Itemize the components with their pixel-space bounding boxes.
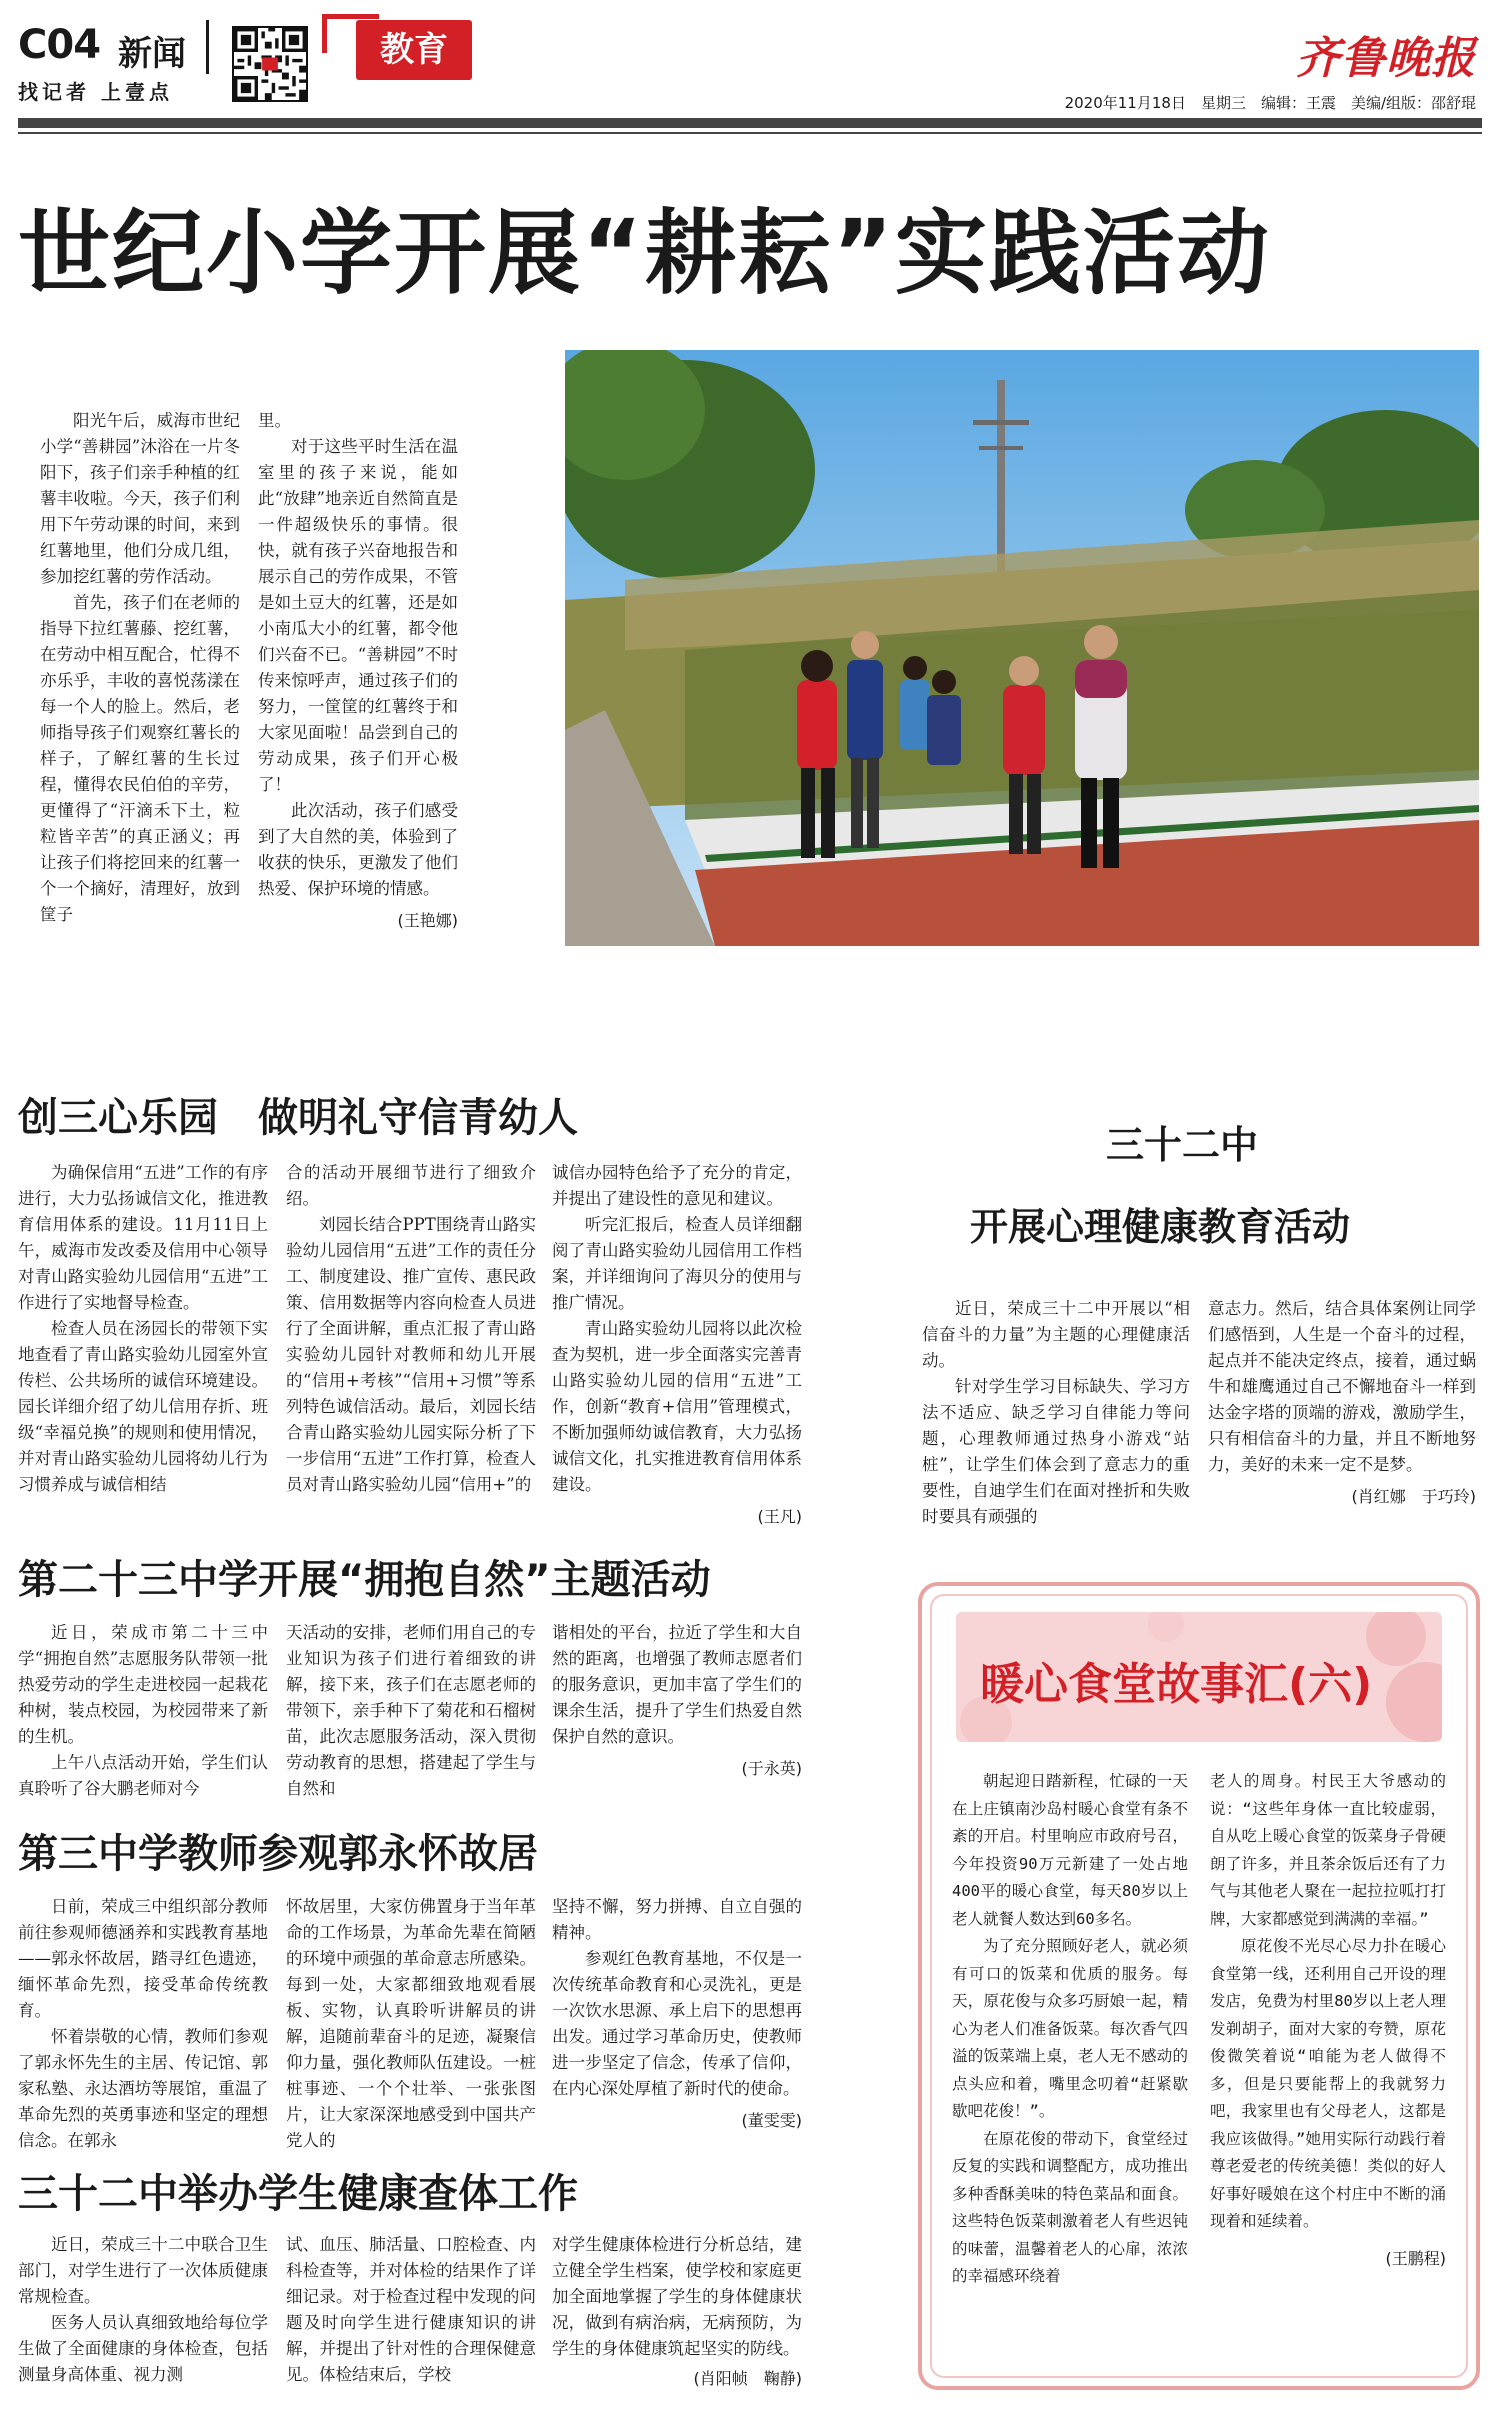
paragraph: 近日，荣成三十二中联合卫生部门，对学生进行了一次体质健康常规检查。: [18, 2235, 268, 2306]
paragraph: 在原花俊的带动下，食堂经过反复的实践和调整配方，成功推出多种香酥美味的特色菜品和面食。这些特色饭菜刺激着老人有些迟钝的味蕾，温馨着老人的心扉，浓浓的幸福感环绕着: [952, 2129, 1188, 2285]
main-article-col2: [258, 408, 458, 931]
paragraph: 首先，孩子们在老师的指导下拉红薯藤、挖红薯，在劳动中相互配合，忙得不亦乐乎，丰收的喜悦荡漾在每一个人的脸上。然后，老师指导孩子们观察红薯长的样子，了解红薯的生长过程，懂得农民伯伯的辛劳，更懂得了“汗滴禾下土，粒粒皆辛苦”的真正涵义；再让孩子们将挖回来的红薯一个一个摘好，清理好，放到筐子: [40, 593, 240, 924]
photo-students-in-field: [565, 350, 1479, 946]
masthead-divider: [206, 20, 209, 74]
section-tag: 教育: [356, 20, 472, 80]
paragraph: 怀着崇敬的心情，教师们参观了郭永怀先生的主居、传记馆、郭家私塾、永达酒坊等展馆，重温了革命先烈的英勇事迹和坚定的理想信念。在郭永: [18, 2027, 268, 2150]
paragraph: 对于这些平时生活在温室里的孩子来说，能如此“放肆”地亲近自然简直是一件超级快乐的事情。很快，就有孩子兴奋地报告和展示自己的劳作成果，不管是如土豆大的红薯，还是如小南瓜大小的红薯，都令他们兴奋不已。“善耕园”不时传来惊呼声，通过孩子们的努力，一筐筐的红薯终于和大家见面啦！品尝到自己的劳动成果，孩子们开心极了！: [258, 437, 458, 794]
article-photo: [565, 350, 1479, 946]
kindergarten-col2: [286, 1160, 536, 1498]
feature-banner-title: 暖心食堂故事汇(六): [980, 1659, 1373, 1710]
paragraph: 朝起迎日踏新程，忙碌的一天在上庄镇南沙岛村暖心食堂有条不紊的开启。村里响应市政府号召，今年投资90万元新建了一处占地400平的暖心食堂，每天80岁以上老人就餐人数达到60多名。: [952, 1772, 1188, 1928]
page-number: C04: [18, 22, 101, 68]
health-headline: 三十二中举办学生健康查体工作: [18, 2171, 578, 2217]
paragraph: 参观红色教育基地，不仅是一次传统革命教育和心灵洗礼，更是一次饮水思源、承上启下的思想再出发。通过学习革命历史，使教师进一步坚定了信念，传承了信仰，在内心深处厚植了新时代的使命。: [552, 1949, 802, 2098]
paragraph: 青山路实验幼儿园将以此次检查为契机，进一步全面落实完善青山路实验幼儿园的信用“五进”工作，创新“教育+信用”管理模式，不断加强师幼诚信教育，大力弘扬诚信文化，扎实推进教育信用体系建设。: [552, 1319, 802, 1494]
newspaper-logo: 齐鲁晚报: [1296, 33, 1476, 84]
kindergarten-col3: [552, 1160, 802, 1527]
health-col2: [286, 2232, 536, 2388]
nature-col3: [552, 1620, 802, 1779]
paragraph: 原花俊不光尽心尽力扑在暖心食堂第一线，还利用自己开设的理发店，免费为村里80岁以上老人理发剃胡子，面对大家的夸赞，原花俊微笑着说“咱能为老人做得不多，但是只要能帮上的我就努力吧，我家里也有父母老人，这都是我应该做得。”她用实际行动践行着尊老爱老的传统美德！类似的好人好事好暖娘在这个村庄中不断的涌现着和延续着。: [1210, 1937, 1446, 2230]
byline: (肖阳帧 鞠静): [693, 2369, 802, 2388]
paragraph: 里。: [258, 411, 291, 430]
feature-col1: [952, 1768, 1188, 2291]
paragraph: 诚信办园特色给予了充分的肯定，并提出了建设性的意见和建议。: [552, 1163, 802, 1208]
paragraph: 听完汇报后，检查人员详细翻阅了青山路实验幼儿园信用工作档案，并详细询问了海贝分的使用与推广情况。: [552, 1215, 802, 1312]
psych-col2: [1208, 1296, 1476, 1507]
byline: (王鹏程): [1385, 2248, 1446, 2268]
byline: (王凡): [757, 1507, 802, 1526]
main-article-col1: [40, 408, 240, 928]
slogan: 找记者 上壹点: [18, 80, 173, 104]
paragraph: 上午八点活动开始，学生们认真聆听了谷大鹏老师对今: [18, 1753, 268, 1798]
main-headline: 世纪小学开展“耕耘”实践活动: [18, 200, 1271, 307]
nature-col1: [18, 1620, 268, 1802]
paragraph: 近日，荣成市第二十三中学“拥抱自然”志愿服务队带领一批热爱劳动的学生走进校园一起栽花种树，装点校园，为校园带来了新的生机。: [18, 1623, 268, 1746]
byline: (肖红娜 于巧玲): [1351, 1487, 1476, 1506]
kindergarten-col1: [18, 1160, 268, 1498]
issue-info: 2020年11月18日 星期三 编辑：王震 美编/组版：邵舒琨: [1064, 94, 1476, 112]
header-rule: [18, 118, 1482, 128]
paragraph: 日前，荣成三中组织部分教师前往参观师德涵养和实践教育基地——郭永怀故居，踏寻红色遗迹，缅怀革命先烈，接受革命传统教育。: [18, 1897, 268, 2020]
qr-code[interactable]: [232, 26, 308, 102]
visit-col1: [18, 1894, 268, 2154]
paragraph: 老人的周身。村民王大爷感动的说：“这些年身体一直比较虚弱，自从吃上暖心食堂的饭菜身子骨硬朗了许多，并且茶余饭后还有了力气与其他老人聚在一起拉拉呱打打牌，大家都感觉到满满的幸福。”: [1210, 1772, 1446, 1928]
paragraph: 医务人员认真细致地给每位学生做了全面健康的身体检查，包括测量身高体重、视力测: [18, 2313, 268, 2384]
psych-headline-2: 开展心理健康教育活动: [970, 1205, 1351, 1249]
paragraph: 坚持不懈，努力拼搏、自立自强的精神。: [552, 1897, 802, 1942]
paragraph: 阳光午后，威海市世纪小学“善耕园”沐浴在一片冬阳下，孩子们亲手种植的红薯丰收啦。今天，孩子们利用下午劳动课的时间，来到红薯地里，他们分成几组，参加挖红薯的劳作活动。: [40, 411, 240, 586]
nature-headline: 第二十三中学开展“拥抱自然”主题活动: [18, 1557, 711, 1603]
byline: (于永英): [741, 1759, 802, 1778]
qr-code-icon: [234, 28, 306, 100]
paragraph: 针对学生学习目标缺失、学习方法不适应、缺乏学习自律能力等问题，心理教师通过热身小游戏“站桩”，让学生们体会到了意志力的重要性，自迪学生们在面对挫折和失败时要具有顽强的: [922, 1377, 1190, 1526]
health-col3: [552, 2232, 802, 2389]
feature-banner: [956, 1612, 1442, 1742]
paragraph: 怀故居里，大家仿佛置身于当年革命的工作场景，为革命先辈在简陋的环境中顽强的革命意志所感染。每到一处，大家都细致地观看展板、实物，认真聆听讲解员的讲解，追随前辈奋斗的足迹，凝聚信仰力量，强化教师队伍建设。一桩桩事迹、一个个壮举、一张张图片，让大家深深地感受到中国共产党人的: [286, 1897, 536, 2150]
visit-headline: 第三中学教师参观郭永怀故居: [18, 1831, 538, 1877]
header-rule-thin: [18, 132, 1482, 134]
paragraph: 天活动的安排，老师们用自己的专业知识为孩子们进行着细致的讲解，接下来，孩子们在志愿老师的带领下，亲手种下了菊花和石榴树苗，此次志愿服务活动，深入贯彻劳动教育的思想，搭建起了学生与自然和: [286, 1623, 536, 1798]
paragraph: 合的活动开展细节进行了细致介绍。: [286, 1163, 536, 1208]
nature-col2: [286, 1620, 536, 1802]
byline: (王艳娜): [397, 911, 458, 930]
paragraph: 此次活动，孩子们感受到了大自然的美，体验到了收获的快乐，更激发了他们热爱、保护环境的情感。: [258, 801, 458, 898]
paragraph: 近日，荣成三十二中开展以“相信奋斗的力量”为主题的心理健康活动。: [922, 1299, 1190, 1370]
section-name: 新闻: [118, 34, 186, 74]
paragraph: 意志力。然后，结合具体案例让同学们感悟到，人生是一个奋斗的过程，起点并不能决定终点，接着，通过蜗牛和雄鹰通过自己不懈地奋斗一样到达金字塔的顶端的游戏，激励学生，只有相信奋斗的力量，并且不断地努力，美好的未来一定不是梦。: [1208, 1299, 1476, 1474]
paragraph: 为了充分照顾好老人，就必须有可口的饭菜和优质的服务。每天，原花俊与众多巧厨娘一起，精心为老人们准备饭菜。每次香气四溢的饭菜端上桌，老人无不感动的点头应和着，嘴里念叨着“赶紧歇歇吧花俊！”。: [952, 1937, 1188, 2120]
health-col1: [18, 2232, 268, 2388]
paragraph: 刘园长结合PPT围绕青山路实验幼儿园信用“五进”工作的责任分工、制度建设、推广宣传、惠民政策、信用数据等内容向检查人员进行了全面讲解，重点汇报了青山路实验幼儿园针对教师和幼儿开展的“信用+考核”“信用+习惯”等系列特色诚信活动。最后，刘园长结合青山路实验幼儿园实际分析了下一步信用“五进”工作打算，检查人员对青山路实验幼儿园“信用+”的: [286, 1215, 536, 1494]
visit-col2: [286, 1894, 536, 2154]
byline: (董雯雯): [741, 2111, 802, 2130]
paragraph: 为确保信用“五进”工作的有序进行，大力弘扬诚信文化，推进教育信用体系的建设。11月11日上午，威海市发改委及信用中心领导对青山路实验幼儿园信用“五进”工作进行了实地督导检查。: [18, 1163, 268, 1312]
kindergarten-headline: 创三心乐园 做明礼守信青幼人: [18, 1095, 578, 1141]
paragraph: 试、血压、肺活量、口腔检查、内科检查等，并对体检的结果作了详细记录。对于检查过程中发现的问题及时向学生进行健康知识的讲解，并提出了针对性的合理保健意见。体检结束后，学校: [286, 2235, 536, 2384]
visit-col3: [552, 1894, 802, 2131]
psych-col1: [922, 1296, 1190, 1530]
paragraph: 对学生健康体检进行分析总结，建立健全学生档案，使学校和家庭更加全面地掌握了学生的身体健康状况，做到有病治病，无病预防，为学生的身体健康筑起坚实的防线。: [552, 2235, 802, 2358]
paragraph: 检查人员在汤园长的带领下实地查看了青山路实验幼儿园室外宣传栏、公共场所的诚信环境建设。园长详细介绍了幼儿信用存折、班级“幸福兑换”的规则和使用情况，并对青山路实验幼儿园将幼儿行为习惯养成与诚信相结: [18, 1319, 268, 1494]
psych-headline-1: 三十二中: [1106, 1123, 1259, 1167]
feature-col2: [1210, 1768, 1446, 2269]
paragraph: 谐相处的平台，拉近了学生和大自然的距离，也增强了教师志愿者们的服务意识，更加丰富了学生们的课余生活，提升了学生们热爱自然保护自然的意识。: [552, 1623, 802, 1746]
